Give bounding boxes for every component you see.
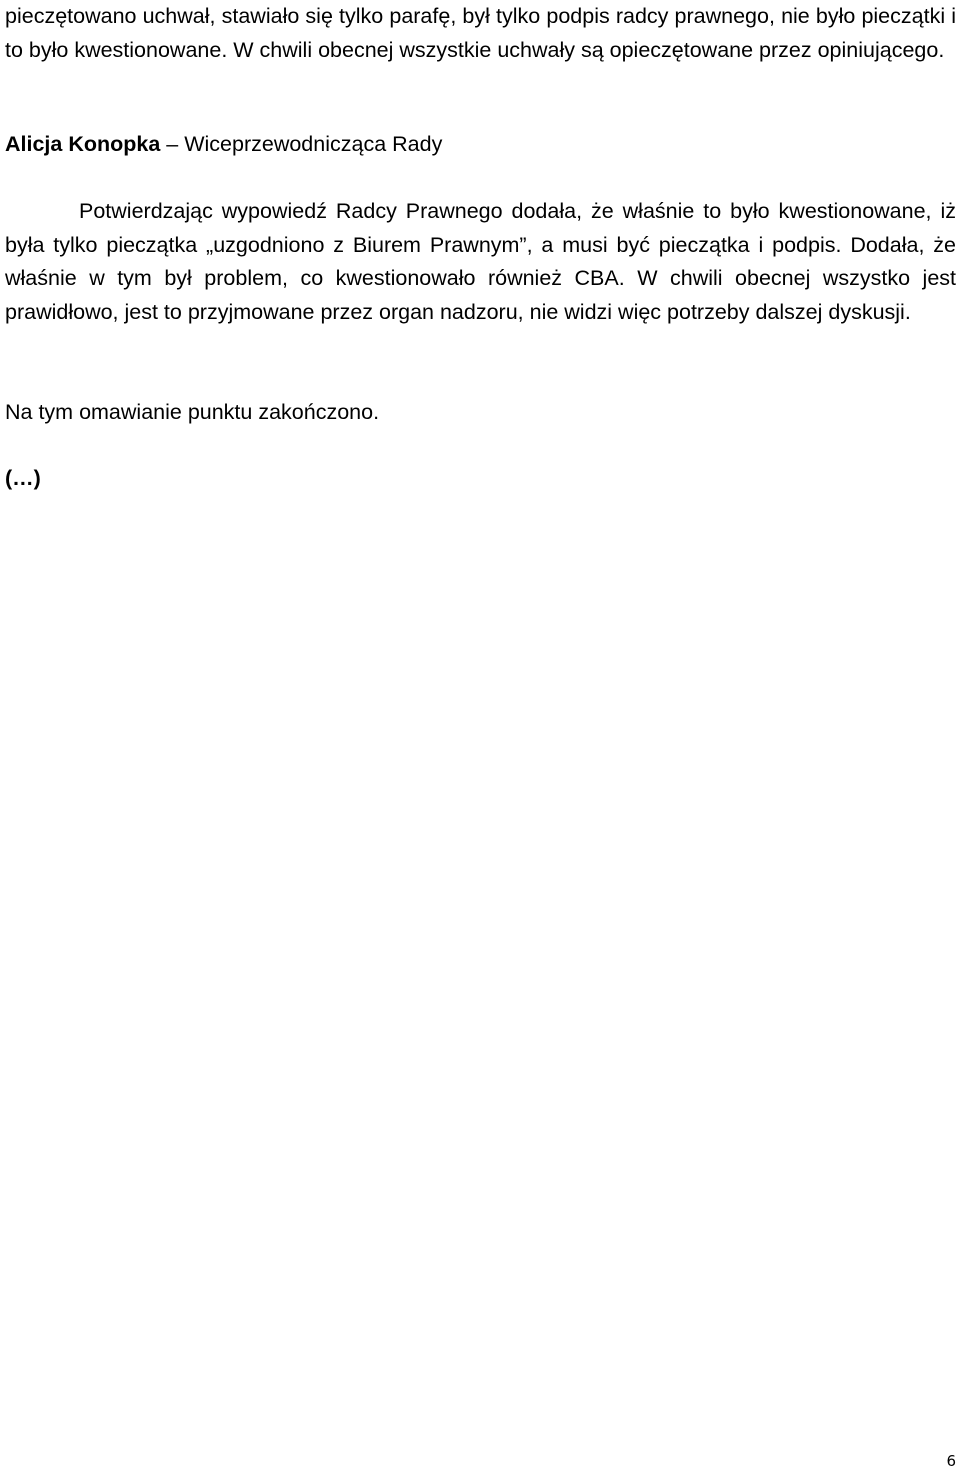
- speaker-role: Wiceprzewodnicząca Rady: [184, 132, 443, 156]
- paragraph-previous-statement: pieczętowano uchwał, stawiało się tylko parafę, był tylko podpis radcy prawnego, nie było pieczątki i to było kwestionowane. W chwili obecnej wszystkie uchwały są opieczętowane przez opiniującego.: [5, 4, 956, 62]
- speaker-separator: –: [160, 132, 185, 156]
- speaker-heading: [5, 128, 442, 161]
- paragraph-closing: Na tym omawianie punktu zakończono.: [5, 400, 380, 424]
- page-number: 6: [946, 1452, 956, 1470]
- omission-marker: (…): [5, 466, 41, 490]
- speaker-name: Alicja Konopka: [5, 132, 161, 156]
- paragraph-speaker-statement: Potwierdzając wypowiedź Radcy Prawnego dodała, że właśnie to było kwestionowane, iż była tylko pieczątka „uzgodniono z Biurem Prawnym”, a musi być pieczątka i podpis. Dodała, że właśnie w tym był problem, co kwestionowało również CBA. W chwili obecnej wszystko jest prawidłowo, jest to przyjmowane przez organ nadzoru, nie widzi więc potrzeby dalszej dyskusji.: [5, 199, 956, 324]
